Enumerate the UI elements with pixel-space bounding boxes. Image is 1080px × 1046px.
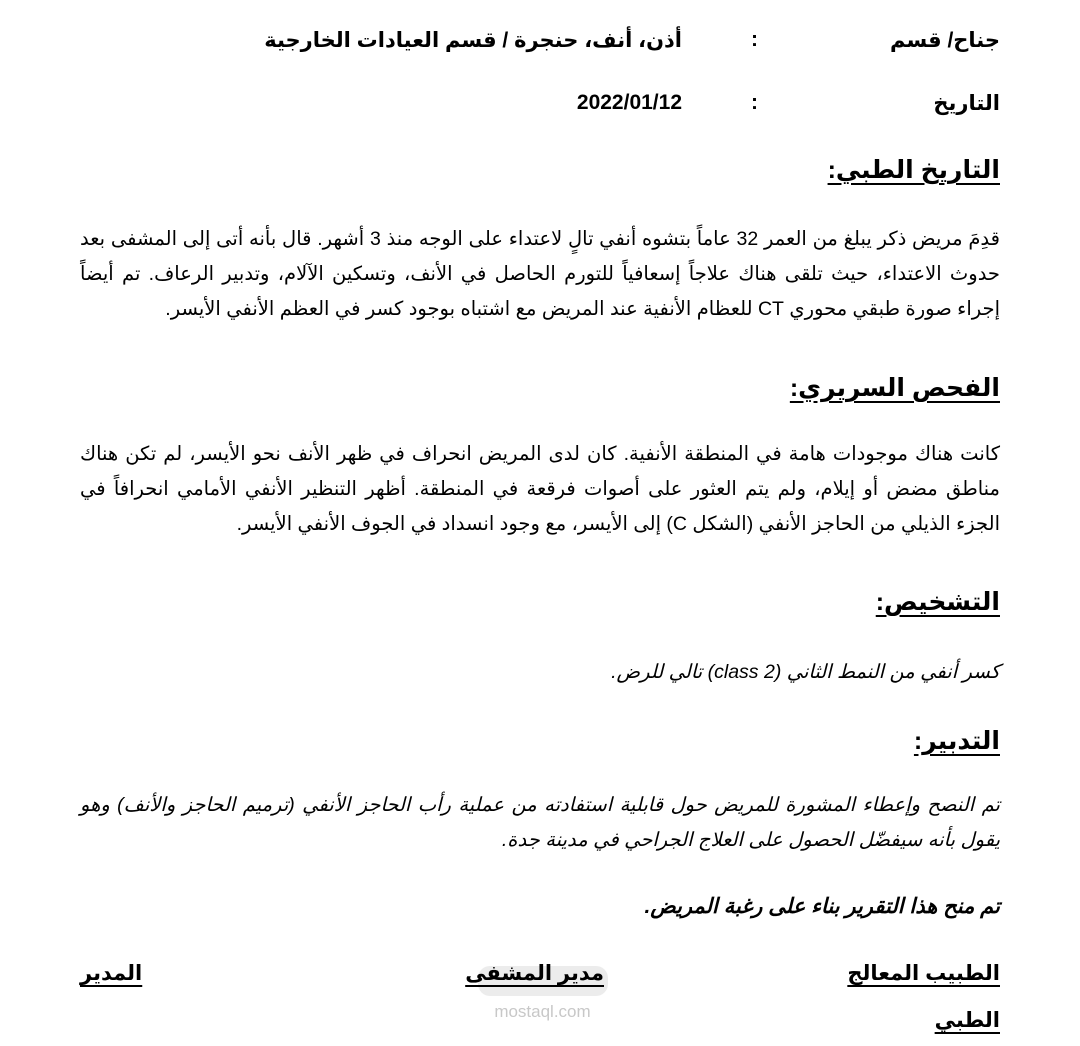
department-colon: :	[751, 28, 758, 51]
signature-treating-doctor: الطبيب المعالج	[847, 962, 1000, 985]
diagnosis-text: كسر أنفي من النمط الثاني (class 2) تالي للرض.	[611, 661, 1000, 683]
watermark-text: mostaql.com	[494, 1002, 591, 1021]
history-heading: التاريخ الطبي:	[827, 156, 1000, 184]
department-label: جناح/ قسم	[890, 29, 1000, 52]
diagnosis-heading: التشخيص:	[875, 588, 1000, 616]
date-label: التاريخ	[933, 92, 1000, 115]
signature-medical: الطبي	[934, 1009, 1000, 1032]
exam-heading: الفحص السريري:	[789, 374, 1000, 402]
signature-hospital-director: مدير المشفى	[465, 962, 604, 985]
history-text: قدِمَ مريض ذكر يبلغ من العمر 32 عاماً بتشوه أنفي تالٍ لاعتداء على الوجه منذ 3 أشهر. قال بأنه أتى إلى المشفى بعد حدوث الاعتداء، حيث تلقى هناك علاجاً إسعافياً للتورم الحاصل في الأنف، وتسكين الآلام، وتدبير الرعاف. تم أيضاً إجراء صورة طبقي محوري CT للعظام الأنفية عند المريض مع اشتباه بوجود كسر في العظم الأنفي الأيسر.	[80, 228, 1000, 320]
date-colon: :	[751, 91, 758, 114]
management-text: تم النصح وإعطاء المشورة للمريض حول قابلية استفادته من عملية رأب الحاجز الأنفي (ترميم الحاجز والأنف) وهو يقول بأنه سيفضّل الحصول على العلاج الجراحي في مدينة جدة.	[80, 794, 1000, 851]
management-heading: التدبير:	[913, 727, 1000, 755]
date-value: 2022/01/12	[576, 91, 682, 114]
exam-text: كانت هناك موجودات هامة في المنطقة الأنفية. كان لدى المريض انحراف في ظهر الأنف نحو الأيسر، لم تكن هناك مناطق مضض أو إيلام، ولم يتم العثور على أصوات فرقعة في المنطقة. أظهر التنظير الأنفي الأمامي انحرافاً في الجزء الذيلي من الحاجز الأنفي (الشكل C) إلى الأيسر، مع وجود انسداد في الجوف الأنفي الأيسر.	[80, 443, 1000, 535]
signature-director: المدير	[80, 962, 143, 985]
closing-statement: تم منح هذا التقرير بناء على رغبة المريض.	[644, 895, 1000, 918]
department-value: أذن، أنف، حنجرة / قسم العيادات الخارجية	[264, 29, 682, 52]
